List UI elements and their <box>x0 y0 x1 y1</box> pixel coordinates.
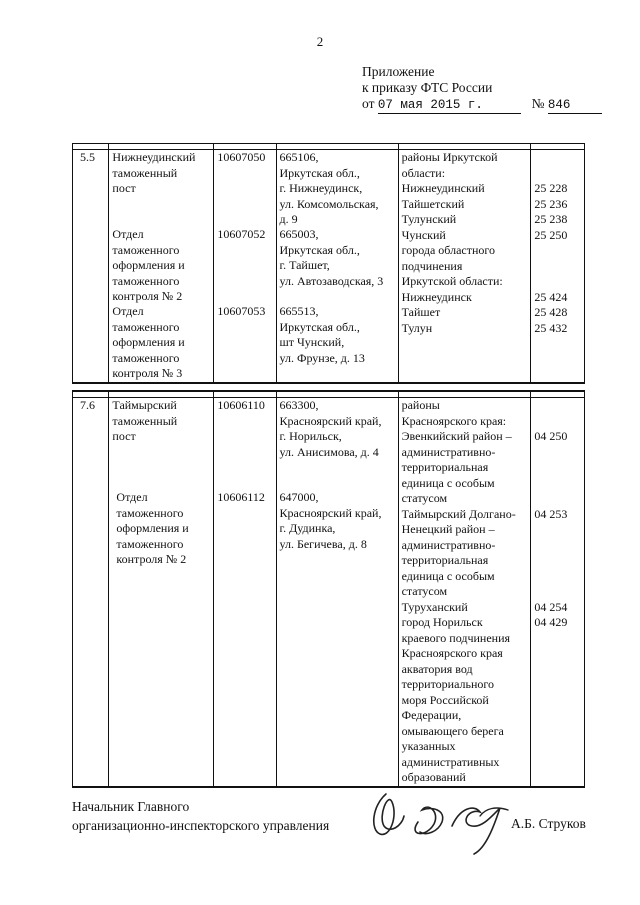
unit-codes <box>214 150 276 383</box>
page-number: 2 <box>316 34 324 49</box>
okato-codes <box>531 150 585 383</box>
region-list: районы Красноярского края: Эвенкийский район – административно- территориальная единица с особым статусом Таймырский Долгано- Ненецкий район – административно- территориальная единица с особым статусом Туруханский город Норильск краевого подчинения Красноярского края акватория вод территориального моря Российской Федерации, омывающего берега указанных административных образований <box>401 398 516 784</box>
signer-name: А.Б. Струков <box>511 816 586 831</box>
unit-name: Таймырский таможенный пост <box>112 398 178 443</box>
number-prefix: № <box>531 96 545 111</box>
unit-name: Отдел таможенного оформления и таможенного контроля № 2 <box>116 490 189 566</box>
unit-address: 665513, Иркутская обл., шт Чунский, ул. Фрунзе, д. 13 <box>279 304 365 365</box>
unit-names <box>109 398 214 787</box>
unit-names <box>109 150 214 383</box>
okato-codes <box>531 398 585 787</box>
okato-list: 04 250 04 253 04 254 04 429 <box>534 429 568 629</box>
unit-code: 10606112 <box>217 490 265 504</box>
okato-list: 25 228 25 236 25 238 25 250 25 424 25 428 25 432 <box>534 181 568 335</box>
unit-code: 10606110 <box>217 398 265 412</box>
table-row <box>73 150 585 383</box>
position-line-2: организационно-инспекторского управления <box>72 818 330 833</box>
unit-codes <box>214 398 276 787</box>
order-number: 846 <box>548 98 602 114</box>
appendix-date-line <box>362 96 602 114</box>
unit-address: 665106, Иркутская обл., г. Нижнеудинск, ул. Комсомольская, д. 9 <box>279 150 379 226</box>
regions <box>398 150 531 383</box>
unit-code: 10607053 <box>217 304 266 318</box>
unit-name: Нижнеудинский таможенный пост <box>112 150 196 195</box>
row-number: 5.5 <box>73 150 109 383</box>
handwritten-signature <box>368 786 518 856</box>
unit-code: 10607050 <box>217 150 266 164</box>
customs-table-2 <box>72 390 585 788</box>
unit-addresses <box>276 150 398 383</box>
appendix-header <box>362 64 602 114</box>
regions <box>398 398 531 787</box>
row-number: 7.6 <box>73 398 109 787</box>
unit-address: 647000, Красноярский край, г. Дудинка, ул. Бегичева, д. 8 <box>279 490 382 551</box>
region-list: районы Иркутской области: Нижнеудинский Тайшетский Тулунский Чунский города областного подчинения Иркутской области: Нижнеудинск Тайшет Тулун <box>401 150 503 335</box>
appendix-title: Приложение <box>362 64 435 79</box>
unit-name: Отдел таможенного оформления и таможенного контроля № 3 <box>112 304 185 380</box>
order-date: 07 мая 2015 г. <box>378 98 521 114</box>
customs-table-1 <box>72 143 585 384</box>
table-row <box>73 398 585 787</box>
date-prefix: от <box>362 96 375 111</box>
position-line-1: Начальник Главного <box>72 799 190 814</box>
unit-name: Отдел таможенного оформления и таможенного контроля № 2 <box>112 227 185 303</box>
unit-addresses <box>276 398 398 787</box>
appendix-order-ref: к приказу ФТС России <box>362 80 493 95</box>
signer-position <box>72 797 329 835</box>
unit-code: 10607052 <box>217 227 266 241</box>
unit-address: 663300, Красноярский край, г. Норильск, ул. Анисимова, д. 4 <box>279 398 382 459</box>
unit-address: 665003, Иркутская обл., г. Тайшет, ул. Автозаводская, 3 <box>279 227 384 288</box>
